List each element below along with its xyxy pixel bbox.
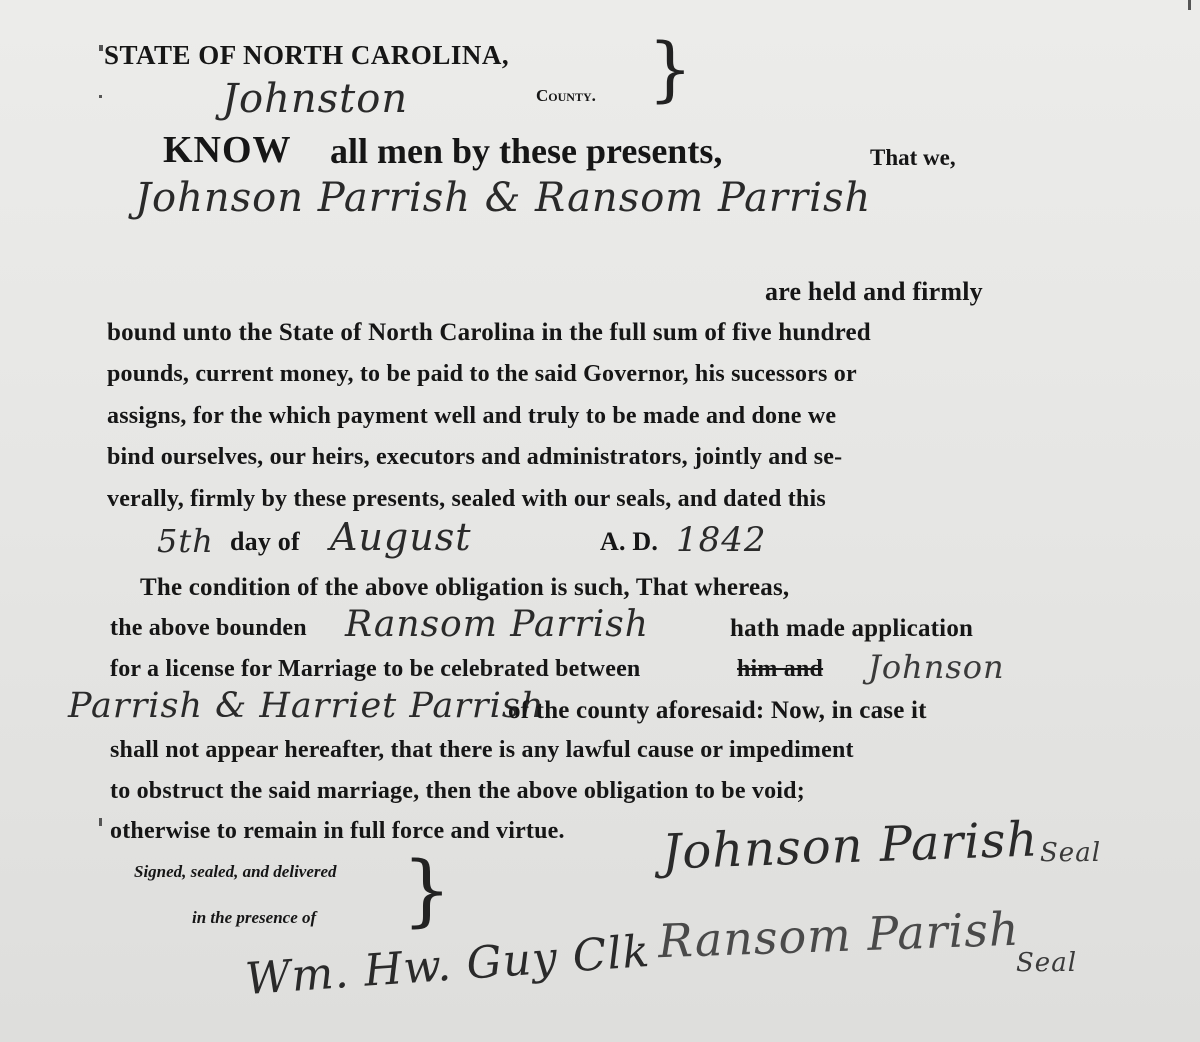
condition-line-7: otherwise to remain in full force and virtue.	[110, 818, 565, 844]
groom-handwritten-part2: Parrish & Harriet Parrish	[68, 686, 545, 726]
know-heading: KNOW	[163, 129, 292, 171]
body-line-5: bind ourselves, our heirs, executors and administrators, jointly and se-	[107, 444, 843, 470]
header-brace: }	[648, 28, 693, 110]
scan-speck	[99, 45, 103, 51]
county-name-handwritten: Johnston	[222, 76, 409, 122]
body-line-2: bound unto the State of North Carolina in the full sum of five hundred	[107, 319, 871, 346]
seal-mark-2: Seal	[1016, 948, 1078, 978]
body-line-1: are held and firmly	[765, 277, 983, 306]
condition-line-6: to obstruct the said marriage, then the above obligation to be void;	[110, 778, 805, 804]
day-of-text: day of	[230, 527, 300, 556]
seal-mark-1: Seal	[1040, 838, 1102, 868]
scan-speck	[1188, 0, 1191, 10]
date-year-handwritten: 1842	[676, 520, 767, 560]
body-line-4: assigns, for the which payment well and truly to be made and done we	[107, 403, 837, 429]
obligors-handwritten: Johnson Parrish & Ransom Parrish	[135, 175, 872, 221]
preamble-text: all men by these presents,	[330, 131, 723, 171]
that-we-text: That we,	[870, 145, 956, 170]
groom-handwritten-part1: Johnson	[868, 648, 1005, 686]
state-heading: STATE OF NORTH CAROLINA,	[104, 40, 510, 70]
condition-line-1: The condition of the above obligation is such, That whereas,	[140, 574, 790, 601]
date-month-handwritten: August	[330, 515, 472, 559]
clerk-signature: Wm. Hw. Guy Clk	[243, 925, 652, 1006]
signature-johnson-parish: Johnson Parish	[661, 811, 1040, 881]
struck-text: him and	[737, 656, 824, 682]
scan-speck	[99, 818, 102, 826]
witness-line-1: Signed, sealed, and delivered	[134, 862, 337, 881]
condition-line-5: shall not appear hereafter, that there is any lawful cause or impediment	[110, 737, 854, 763]
condition-line-3: for a license for Marriage to be celebrated between	[110, 656, 641, 682]
applicant-handwritten: Ransom Parrish	[345, 604, 649, 645]
condition-line-2-start: the above bounden	[110, 615, 307, 641]
signature-ransom-parish: Ransom Parish	[657, 901, 1021, 969]
condition-line-2-end: hath made application	[730, 615, 974, 642]
witness-brace: }	[402, 846, 452, 936]
witness-line-2: in the presence of	[192, 908, 317, 927]
date-day-handwritten: 5th	[157, 522, 214, 560]
scan-speck	[99, 95, 102, 98]
body-line-3: pounds, current money, to be paid to the said Governor, his sucessors or	[107, 361, 857, 387]
body-line-6: verally, firmly by these presents, sealed with our seals, and dated this	[107, 486, 826, 512]
ad-text: A. D.	[600, 527, 659, 556]
condition-line-4: of the county aforesaid: Now, in case it	[508, 697, 927, 724]
county-label: County.	[536, 86, 596, 105]
